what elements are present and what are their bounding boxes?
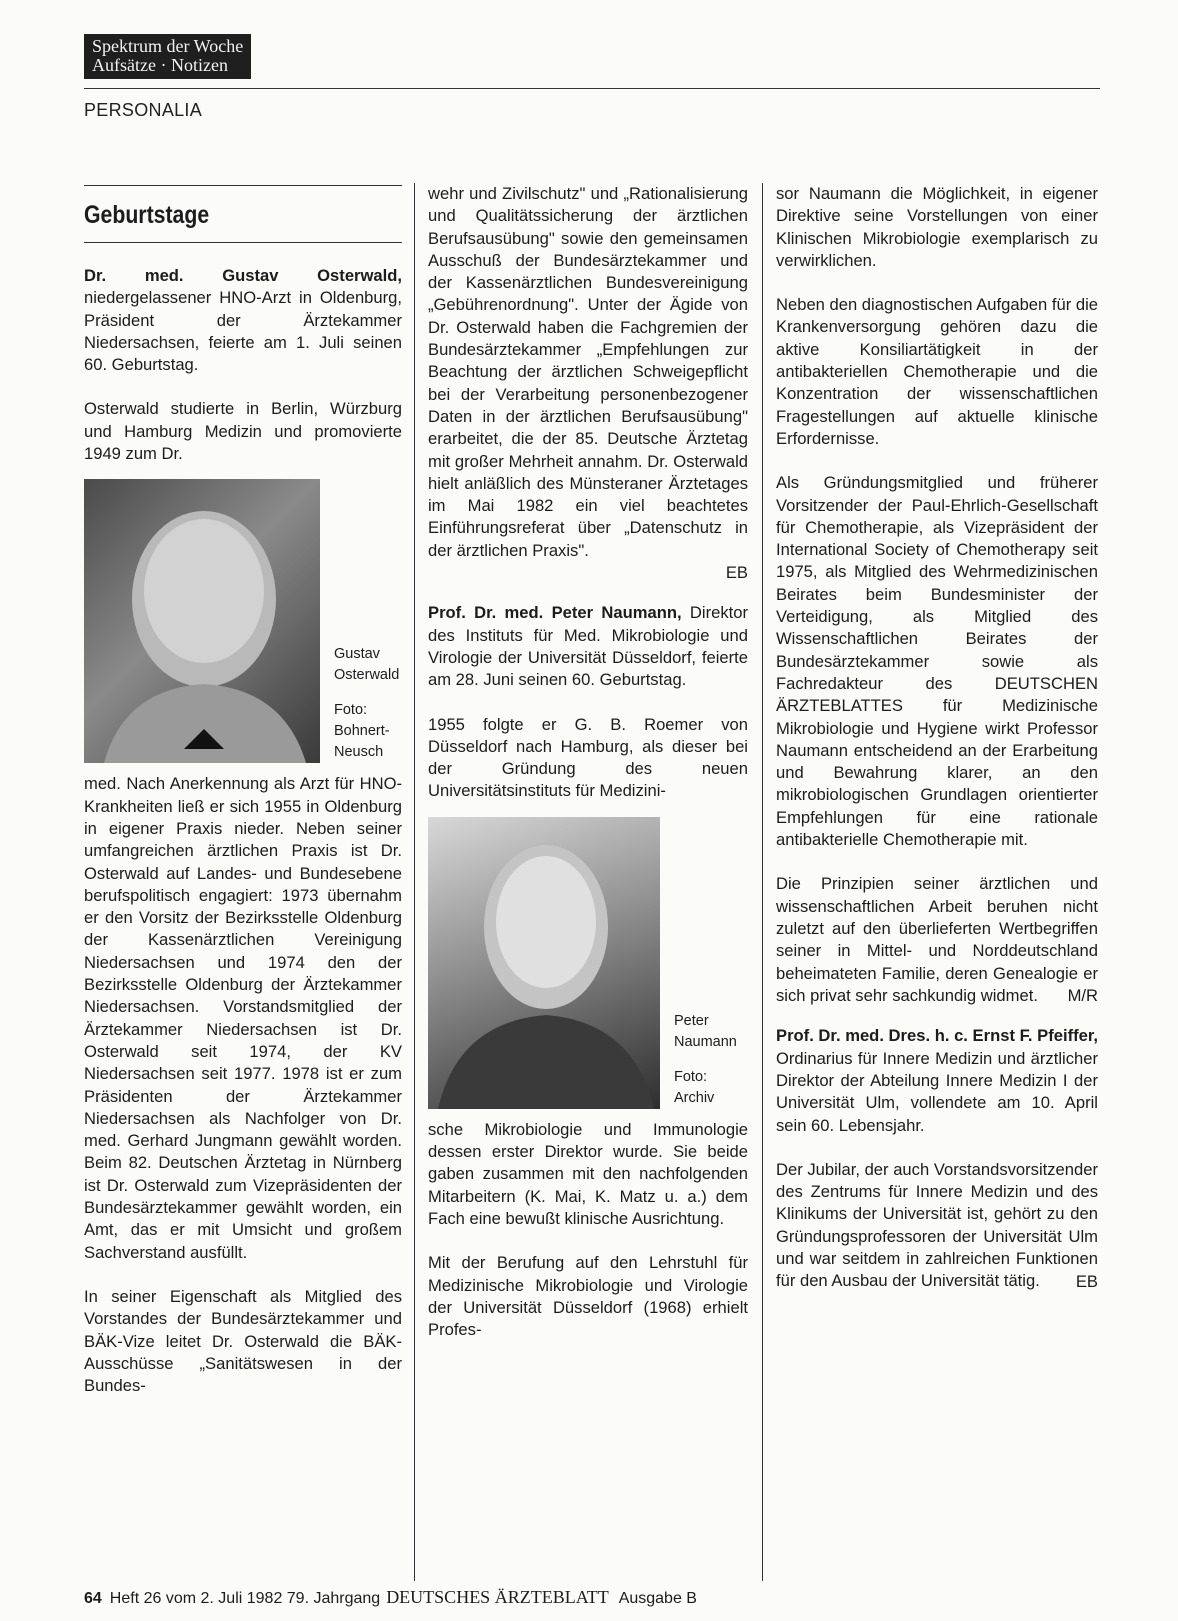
pfeiffer-intro [776,1025,1098,1136]
signature-mr: M/R [1067,986,1098,1006]
pfeiffer-paragraph-2-text: Der Jubilar, der auch Vorstandsvorsitzender des Zentrums für Innere Medizin und des Klinikums der Universität ist, gehört zu den Gründungsprofessoren der Universität Ulm und war seitdem in zahlreichen Funktionen für den Ausbau der Universität tätig. [776,1159,1098,1291]
caption-credit-archiv: Archiv [674,1089,715,1106]
osterwald-intro [84,265,402,376]
portrait-silhouette-icon-2 [428,817,660,1109]
naumann-paragraph-7: Als Gründungsmitglied und früherer Vorsitzender der Paul-Ehrlich-Gesellschaft für Chemotherapie, als Vizepräsident der International Society of Chemotherapy seit 1975, als Mitglied des Wehrmedizinischen Beirates beim Bundesminister der Verteidigung, als Mitglied des Wissenschaftlichen Beirates der Bundesärztekammer sowie als Fachredakteur des DEUTSCHEN ÄRZTEBLATTES für Medizinische Mikrobiologie und Hygiene wirkt Professor Naumann entscheidend an der Erarbeitung und Bewahrung klarer, an den mikrobiologischen Grundlagen orientierter Empfehlungen für eine rationale antibakterielle Chemotherapie mit. [776,473,1098,850]
page-footer [84,1587,697,1608]
section-title: Geburtstage [84,201,210,229]
osterwald-portrait-photo [84,479,320,763]
osterwald-paragraph-5-text: wehr und Zivilschutz" und „Rationalisierung und Qualitätssicherung der ärztlichen Berufsausübung" sowie den gemeinsamen Ausschuß der Bundesärztekammer und der Kassenärztlichen Bundesvereinigung „Gebührenordnung". Unter der Ägide von Dr. Osterwald haben die Fachgremien der Bundesärztekammer „Empfehlungen zur Beachtung der ärztlichen Schweigepflicht bei der Verarbeitung personenbezogener Daten in der ärztlichen Berufsausübung" erarbeitet, die der 85. Deutsche Ärztetag mit großer Mehrheit annahm. Dr. Osterwald hielt anläßlich des Münsteraner Ärztetages im Mai 1982 ein viel beachtetes Einführungsreferat über „Datenschutz in der ärztlichen Praxis". [428,184,748,560]
portrait-silhouette-icon [84,479,320,763]
osterwald-paragraph-2: Osterwald studierte in Berlin, Würzburg und Hamburg Medizin und promovierte 1949 zum Dr. [84,399,402,464]
naumann-paragraph-3: sche Mikrobiologie und Immunologie dessen erster Direktor wurde. Sie beide gaben zusammen mit den nachfolgenden Mitarbeitern (K. Mai, K. Matz u. a.) dem Fach eine bewußt klinische Ausrichtung. [428,1119,748,1228]
naumann-intro [428,602,748,691]
page-number: 64 [84,1590,102,1607]
journal-name: DEUTSCHES ÄRZTEBLATT [386,1587,609,1607]
naumann-paragraph-6: Neben den diagnostischen Aufgaben für die Krankenversorgung gehören dazu die aktive Konsiliartätigkeit in der antibakteriellen Chemotherapie und die Konzentration der wissenschaftlichen Fragestellungen auf aktuelle klinische Erfordernisse. [776,295,1098,448]
title-rule-bottom [84,242,402,243]
article-column-2 [428,183,748,1341]
naumann-paragraph-8 [776,873,1098,1007]
pfeiffer-name: Prof. Dr. med. Dres. h. c. Ernst F. Pfeiffer, [776,1026,1098,1046]
naumann-portrait-photo [428,817,660,1109]
caption-credit-1: Bohnert- [334,723,390,740]
osterwald-paragraph-4: In seiner Eigenschaft als Mitglied des Vorstandes der Bundesärztekammer und BÄK-Vize leitet Dr. Osterwald die BÄK-Ausschüsse „Sanitätswesen in der Bundes- [84,1286,402,1396]
article-column-3 [776,183,1098,1293]
section-header-box [84,34,251,79]
header-line-2: Aufsätze · Notizen [92,55,228,75]
naumann-name: Prof. Dr. med. Peter Naumann, [428,603,682,623]
naumann-paragraph-2: 1955 folgte er G. B. Roemer von Düsseldorf nach Hamburg, als dieser bei der Gründung des neuen Universitätsinstituts für Medizini- [428,714,748,801]
caption-credit-label-2: Foto: [674,1068,708,1085]
edition: Ausgabe B [618,1590,697,1607]
column-divider-1 [414,183,415,1581]
section-label: PERSONALIA [84,100,203,120]
caption-lastname-2: Naumann [674,1033,737,1050]
header-line-1: Spektrum der Woche [92,36,244,56]
caption-lastname: Osterwald [334,667,400,684]
signature-eb-1: EB [725,563,748,583]
signature-eb-2: EB [1075,1271,1098,1291]
naumann-paragraph-5: sor Naumann die Möglichkeit, in eigener Direktive seine Vorstellungen von einer Klinischen Mikrobiologie exemplarisch zu verwirklichen. [776,184,1098,270]
caption-credit-2: Neusch [334,744,384,761]
osterwald-paragraph-5 [428,183,748,584]
caption-firstname: Gustav [334,646,380,663]
osterwald-name: Dr. med. Gustav Osterwald, [84,266,402,285]
naumann-paragraph-4: Mit der Berufung auf den Lehrstuhl für Medizinische Mikrobiologie und Virologie der Universität Düsseldorf (1968) erhielt Profes- [428,1253,748,1340]
caption-credit-label: Foto: [334,702,368,719]
osterwald-photo-caption [320,644,399,763]
naumann-photo-block [428,817,748,1109]
column-divider-2 [762,183,763,1581]
osterwald-intro-text: niedergelassener HNO-Arzt in Oldenburg, Präsident der Ärztekammer Niedersachsen, feierte am 1. Juli seinen 60. Geburtstag. [84,288,402,375]
naumann-photo-caption [660,1011,737,1109]
title-rule-top [84,185,402,186]
osterwald-photo-block [84,479,402,763]
pfeiffer-paragraph-2 [776,1159,1098,1293]
naumann-intro-text: Direktor des Instituts für Med. Mikrobiologie und Virologie der Universität Düsseldorf, feierte am 28. Juni seinen 60. Geburtstag. [428,603,748,690]
osterwald-paragraph-3: med. Nach Anerkennung als Arzt für HNO-Krankheiten ließ er sich 1955 in Oldenburg in eigener Praxis nieder. Neben seiner umfangreichen ärztlichen Praxis ist Dr. Osterwald auf Landes- und Bundesebene berufspolitisch engagiert: 1973 übernahm er den Vorsitz der Bezirksstelle Oldenburg der Kassenärztlichen Vereinigung Niedersachsen und 1974 den der Bezirksstelle Oldenburg der Ärztekammer Niedersachsen. Vorstandsmitglied der Ärztekammer Niedersachsen ist Dr. Osterwald seit 1974, der KV Niedersachsen seit 1977. 1978 ist er zum Präsidenten der Ärztekammer Niedersachsen als Nachfolger von Dr. med. Gerhard Jungmann gewählt worden. Beim 82. Deutschen Ärztetag in Nürnberg ist Dr. Osterwald zum Vizepräsidenten der Bundesärztekammer gewählt worden, ein Amt, das er mit Umsicht und großem Sachverstand ausfüllt. [84,774,402,1262]
header-rule [84,88,1100,89]
issue-info: Heft 26 vom 2. Juli 1982 79. Jahrgang [109,1590,381,1607]
caption-firstname-2: Peter [674,1012,709,1029]
naumann-paragraph-8-text: Die Prinzipien seiner ärztlichen und wissenschaftlichen Arbeit beruhen nicht zuletzt auf den überlieferten Wertbegriffen seiner in Mittel- und Norddeutschland beheimateten Familie, deren Genealogie er sich privat sehr sachkundig widmet. [776,874,1098,1005]
article-column-1 [84,185,402,1397]
pfeiffer-intro-text: Ordinarius für Innere Medizin und ärztlicher Direktor der Abteilung Innere Medizin I der Universität Ulm, vollendete am 10. April sein 60. Lebensjahr. [776,1048,1098,1135]
